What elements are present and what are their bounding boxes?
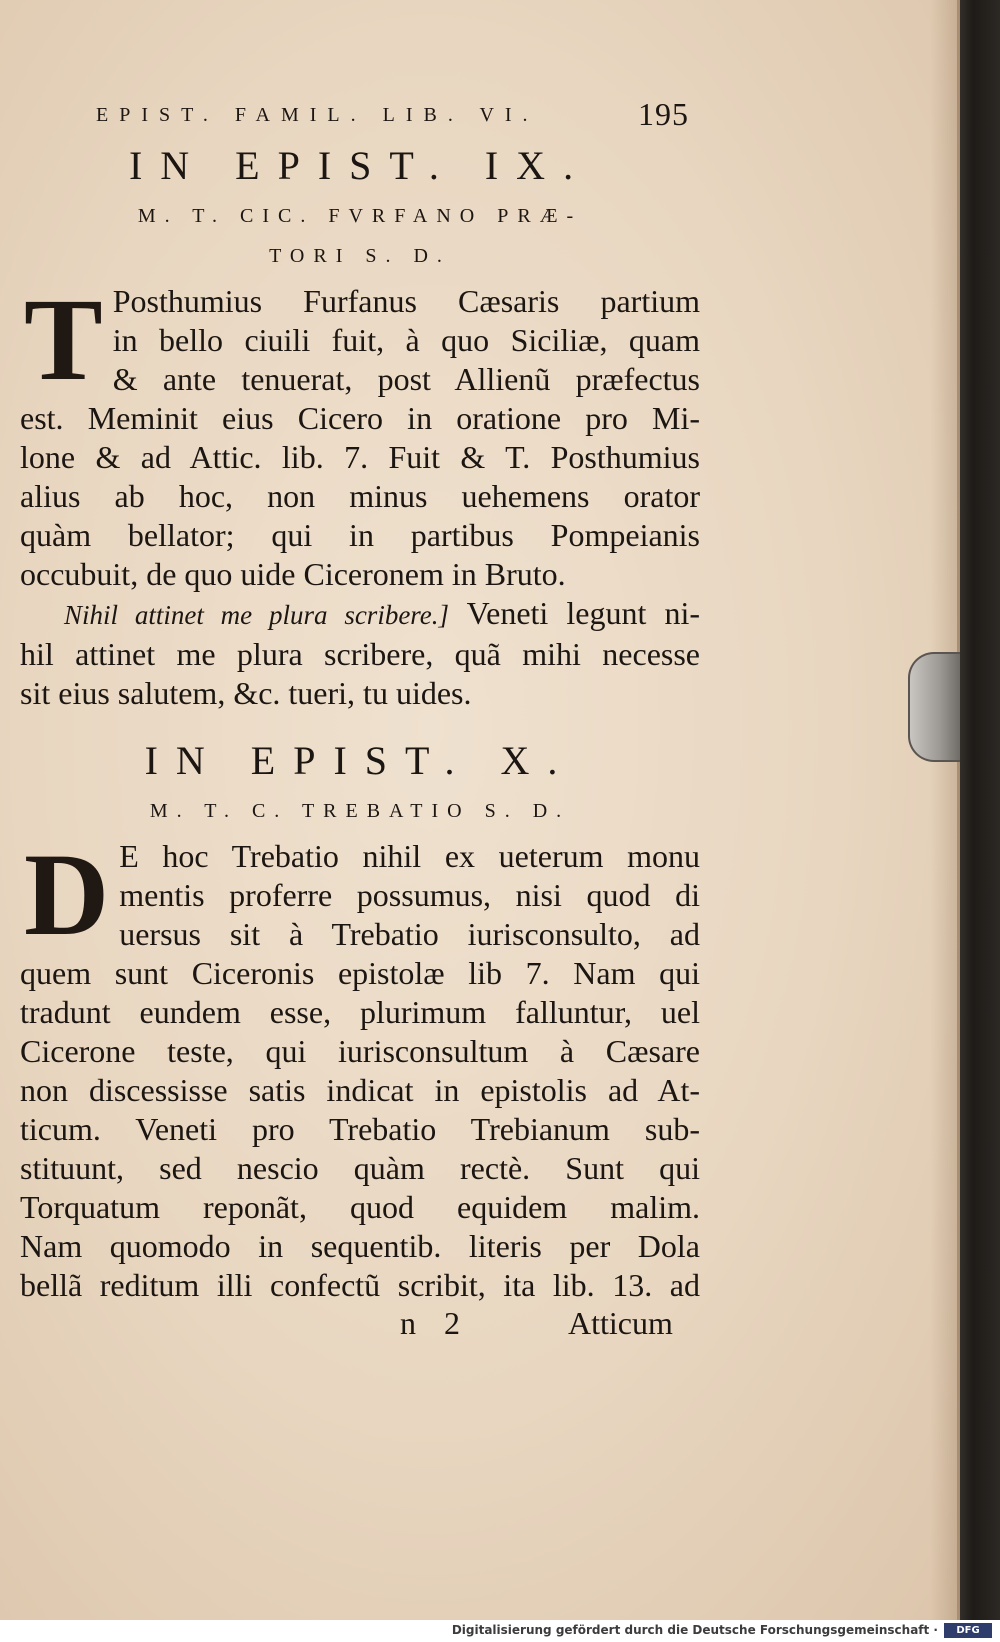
text-line: quem sunt Ciceronis epistolæ lib 7. Nam qui: [20, 955, 700, 991]
text-line: stituunt, sed nescio quàm rectè. Sunt qui: [20, 1150, 700, 1186]
text-line: Torquatum reponãt, quod equidem malim.: [20, 1189, 700, 1225]
section-ix-address-line1: M. T. CIC. FVRFANO PRÆ-: [137, 205, 583, 227]
text-line: E hoc Trebatio nihil ex ueterum monu: [119, 838, 700, 874]
note-lemma: Nihil attinet me plura scribere.]: [64, 600, 450, 630]
text-line: mentis proferre possumus, nisi quod di: [119, 877, 700, 913]
drop-cap-t: T: [24, 274, 103, 405]
page-number: 195: [638, 96, 689, 132]
running-head: [20, 96, 700, 140]
text-line: & ante tenuerat, post Allienũ præfectus: [112, 361, 700, 397]
page-edge-shadow: [930, 0, 960, 1620]
section-ix-paragraph: [20, 274, 701, 713]
section-x-paragraph: [20, 829, 700, 1305]
text-line: lone & ad Attic. lib. 7. Fuit & T. Posthumius: [20, 439, 700, 475]
section-x-address: M. T. C. TREBATIO S. D.: [149, 800, 571, 822]
text-line: non discessisse satis indicat in epistolis ad At-: [20, 1072, 700, 1108]
section-x-title: IN EPIST. X.: [144, 738, 576, 783]
digitization-footer: [0, 1620, 1000, 1642]
text-line: Posthumius Furfanus Cæsaris partium: [112, 283, 700, 319]
note-line: hil attinet me plura scribere, quã mihi necesse: [20, 636, 700, 672]
page-footer: [20, 1305, 700, 1345]
text-line: uersus sit à Trebatio iurisconsulto, ad: [119, 916, 700, 952]
catchword: Atticum: [568, 1305, 673, 1341]
section-ix-title: IN EPIST. IX.: [128, 143, 592, 188]
section-ix-address-line2: TORI S. D.: [269, 245, 451, 267]
book-spine-edge: [955, 0, 1000, 1620]
text-line: in bello ciuili fuit, à quo Siciliæ, quam: [112, 322, 700, 358]
drop-cap-d: D: [24, 829, 110, 960]
text-line: bellã reditum illi confectũ scribit, ita lib. 13. ad: [20, 1267, 700, 1303]
running-head-title: EPIST. FAMIL. LIB. VI.: [96, 104, 539, 126]
dfg-logo: DFG: [944, 1623, 992, 1638]
digitization-notice: Digitalisierung gefördert durch die Deutsche Forschungsgemeinschaft ·: [451, 1623, 938, 1637]
text-line: quàm bellator; qui in partibus Pompeianis: [20, 517, 700, 553]
note-line: sit eius salutem, &c. tueri, tu uides.: [20, 675, 472, 711]
text-line: est. Meminit eius Cicero in oratione pro Mi-: [20, 400, 700, 436]
text-line: Nam quomodo in sequentib. literis per Dola: [20, 1228, 700, 1264]
text-line: alius ab hoc, non minus uehemens orator: [20, 478, 700, 514]
text-line: Cicerone teste, qui iurisconsultum à Cæsare: [20, 1033, 700, 1069]
note-text: Veneti legunt ni-: [466, 595, 701, 631]
note-line: [20, 594, 700, 635]
text-line: ticum. Veneti pro Trebatio Trebianum sub-: [20, 1111, 700, 1147]
text-line: occubuit, de quo uide Ciceronem in Bruto.: [20, 556, 566, 592]
page-text: [20, 96, 701, 1345]
text-line: tradunt eundem esse, plurimum falluntur, uel: [20, 994, 700, 1030]
page-clip-tab: [908, 652, 960, 762]
signature-mark: n 2: [400, 1305, 470, 1341]
